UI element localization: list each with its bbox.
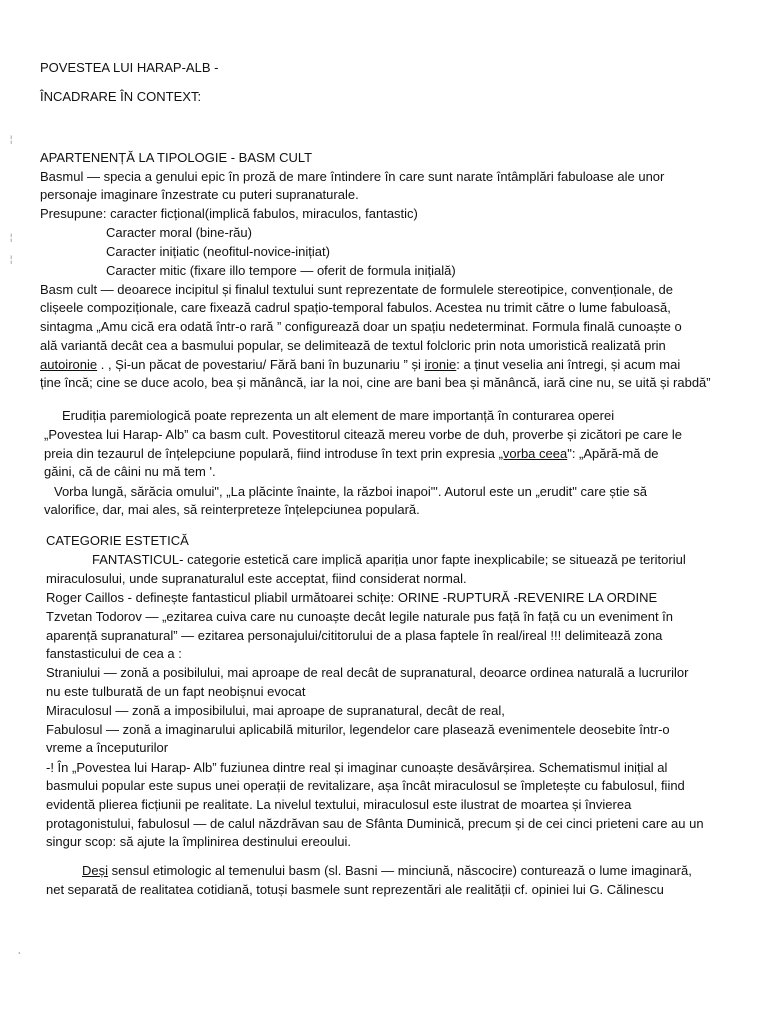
erudition-line: valorifice, dar, mai ales, să reinterpreteze înțelepciunea populară.: [44, 502, 420, 517]
ironie-term: ironie: [424, 357, 457, 372]
desi-term: Deși: [82, 863, 109, 878]
margin-mark: ¦: [10, 254, 13, 264]
straniu-line: Straniului — zonă a posibilului, mai aproape de real decât de supranatural, deoarce ordinea naturală a lucrurilor: [46, 665, 689, 680]
autoironie-term: autoironie: [40, 357, 98, 372]
erudition-line: găini, că de câini nu mă tem '.: [44, 464, 216, 479]
erudition-line: [44, 445, 659, 464]
trait-moral: Caracter moral (bine-rău): [106, 225, 252, 240]
fantastic-line: miraculosului, unde supranaturalul este acceptat, fiind considerat normal.: [46, 571, 467, 586]
erudition-line: „Povestea lui Harap- Alb” ca basm cult. Povestitorul citează mereu vorbe de duh, proverbe și zicători pe care le: [44, 427, 683, 442]
basm-cult-line: clișeele compoziționale, care fixează cadrul spațio-temporal fabulos. Acestea nu trimit către o lume fabuloasă,: [40, 300, 671, 315]
text-run: : a ținut veselia ani întregi, și acum mai: [456, 357, 681, 372]
trait-mitic: Caracter mitic (fixare illo tempore — oferit de formula inițială): [106, 263, 456, 278]
fabulos-line: vreme a începuturilor: [46, 740, 169, 755]
todorov-line: fanstasticului de cea a :: [46, 646, 182, 661]
fuziune-line: evidentă plierea ficțiunii pe realitate. La nivelul textului, miraculosul este ilustrat de moartea și învierea: [46, 797, 632, 812]
presupune-line: Presupune: caracter ficțional(implică fabulos, miraculos, fantastic): [40, 206, 418, 221]
text-run: preia din tezaurul de înțelepciune populară, fiind introduse în text prin expresia: [44, 446, 499, 461]
fabulos-line: Fabulosul — zonă a imaginarului aplicabilă miturilor, legendelor care plasează evenimentele deosebite într-o: [46, 722, 670, 737]
basm-definition-line: personaje imaginare înzestrate cu puteri supranaturale.: [40, 187, 359, 202]
erudition-line: Erudiția paremiologică poate reprezenta un alt element de mare importanță în conturarea operei: [62, 408, 615, 423]
margin-mark: ¦: [10, 232, 13, 242]
todorov-line: Tzvetan Todorov — „ezitarea cuiva care nu cunoaște decât legile naturale pus față în față cu un eveniment în: [46, 609, 674, 624]
margin-mark: ¦: [10, 134, 13, 144]
aesthetic-heading: CATEGORIE ESTETICĂ: [46, 533, 189, 548]
closing-line: [82, 862, 692, 881]
todorov-line: aparență supranatural” — ezitarea personajului/cititorului de a plasa faptele în real/ireal !!! delimitează zona: [46, 628, 663, 643]
caillois-line: Roger Caillos - definește fantasticul pliabil următoarei schițe: ORINE -RUPTURĂ -REVENIRE LA ORDINE: [46, 590, 658, 605]
fantastic-line: FANTASTICUL- categorie estetică care implică apariția unor fapte inexplicabile; se situează pe teritoriul: [92, 552, 686, 567]
margin-mark: ¸: [18, 944, 21, 954]
text-run: ": „Apără-mă de: [567, 446, 659, 461]
basm-cult-line: ține încă; cine se duce acolo, bea și mănâncă, iar la noi, cine are bani bea și mănâncă, iară cine nu, se uită și rabdă”: [40, 375, 711, 390]
basm-cult-line: ală variantă decât cea a basmului popular, se delimitează de textul folcloric prin nota umoristică realizată prin: [40, 338, 666, 353]
straniu-line: nu este tulburată de un fapt neobișnui evocat: [46, 684, 306, 699]
closing-line: net separată de realitatea cotidiană, totuși basmele sunt reprezentări ale realității cf. opiniei lui G. Călinescu: [46, 882, 664, 897]
erudition-line: Vorba lungă, sărăcia omului", „La plăcinte înainte, la război inapoi"'. Autorul este un „erudit" care știe să: [54, 484, 647, 499]
vorba-ceea-term: „vorba ceea: [498, 446, 568, 461]
fuziune-line: -! În „Povestea lui Harap- Alb” fuziunea dintre real și imaginar cunoaște desăvârșirea. Schematismul inițial al: [46, 760, 668, 775]
basm-cult-line: sintagma „Amu cică era odată într-o rară ” configurează doar un spațiu nedeterminat. Formula finală cunoaște o: [40, 319, 682, 334]
basm-cult-line: [40, 356, 680, 375]
text-run: sensul etimologic al temenului basm (sl. Basni — minciună, născocire) conturează o lume imaginară,: [108, 863, 692, 878]
basm-cult-line: Basm cult — deoarece incipitul și finalul textului sunt reprezentate de formulele stereotipice, convenționale, de: [40, 282, 674, 297]
text-run: . , Și-un păcat de povestariu/ Fără bani în buzunariu ” și: [97, 357, 425, 372]
fuziune-line: singur scop: să ajute la împlinirea destinului ereoului.: [46, 834, 351, 849]
basm-definition-line: Basmul — specia a genului epic în proză de mare întindere în care sunt narate întâmplări fabuloase ale unor: [40, 169, 665, 184]
document-title: POVESTEA LUI HARAP-ALB -: [40, 60, 219, 75]
trait-initiatic: Caracter inițiatic (neofitul-novice-inițiat): [106, 244, 330, 259]
typology-heading: APARTENENȚĂ LA TIPOLOGIE - BASM CULT: [40, 150, 313, 165]
fuziune-line: protagonistului, fabulosul — de calul năzdrăvan sau de Sfânta Duminică, precum și de cei cinci prieteni care au un: [46, 816, 704, 831]
miraculos-line: Miraculosul — zonă a imposibilului, mai aproape de supranatural, decât de real,: [46, 703, 505, 718]
context-heading: ÎNCADRARE ÎN CONTEXT:: [40, 89, 202, 104]
fuziune-line: basmului popular este supus unei operații de revitalizare, așa încât miraculosul se împletește cu fabulosul, fiind: [46, 778, 685, 793]
